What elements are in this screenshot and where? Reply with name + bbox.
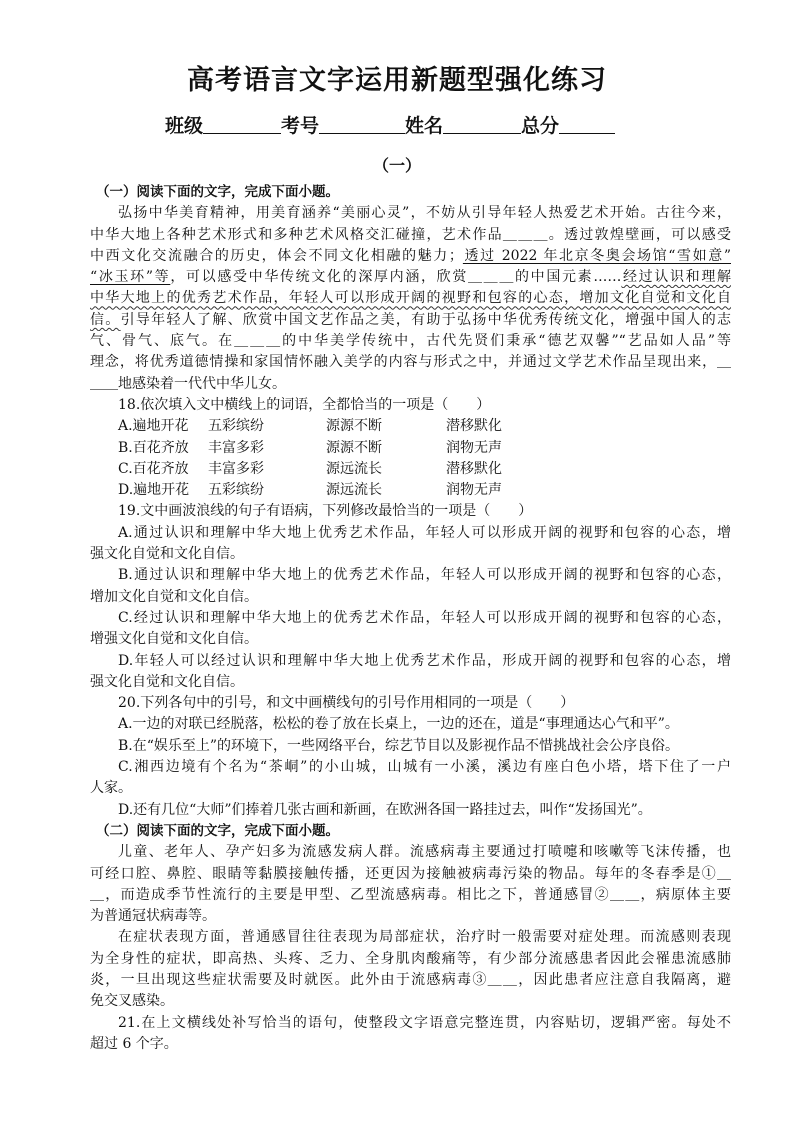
q19-option-b[interactable]: B.通过认识和理解中华大地上的优秀艺术作品，年轻人可以形成开阔的视野和包容的心态， [118, 567, 731, 584]
score-blank[interactable] [559, 115, 615, 134]
passage1-line: 弘扬中华美育精神，用美育涵养“美丽心灵”，不妨从引导年轻人热爱艺术开始。古往今来， [118, 205, 731, 222]
straight-underlined-text: 透过 2022 年北京冬奥会场馆“雪如意” [462, 247, 731, 264]
q19-option-d[interactable]: D.年轻人可以经过认识和理解中华大地上优秀艺术作品，形成开阔的视野和包容的心态，增 [118, 652, 731, 669]
class-blank[interactable] [203, 115, 281, 134]
passage2-line: 为普通冠状病毒等。 [90, 908, 216, 925]
passage2-line: ＿，而造成季节性流行的主要是甲型、乙型流感病毒。相比之下，普通感冒②＿＿，病原体主要 [90, 886, 731, 903]
q18-option-b[interactable]: B.百花齐放 丰富多彩 源源不断 润物无声 [118, 439, 502, 456]
q18-stem: 18.依次填入文中横线上的词语，全都恰当的一项是（ ） [118, 396, 491, 413]
exam-no-label: 考号 [281, 115, 320, 137]
passage1-line: 中西文化交流融合的历史，体会不同文化相融的魅力；透过 2022 年北京冬奥会场馆“雪如意” [90, 247, 731, 264]
score-label: 总分 [521, 115, 560, 137]
q19-option-a[interactable]: A.通过认识和理解中华大地上优秀艺术作品，年轻人可以形成开阔的视野和包容的心态，增 [118, 524, 731, 541]
page-title: 高考语言文字运用新题型强化练习 [187, 65, 607, 96]
content [90, 182, 731, 1055]
passage2-line: 可经口腔、鼻腔、眼睛等黏膜接触传播，还更因为接触被病毒污染的物品。每年的冬春季是①＿ [90, 865, 731, 882]
wavy-underlined-text: 经过认识和理解 [621, 269, 731, 286]
passage1-line: 信。引导年轻人了解、欣赏中国文艺作品之美，有助于弘扬中华优秀传统文化，增强中国人的志 [90, 311, 731, 328]
q19-option-c-cont[interactable]: 增强文化自觉和文化自信。 [90, 631, 258, 648]
q20-option-c-cont[interactable]: 人家。 [90, 780, 132, 797]
passage2-line: 儿童、老年人、孕产妇多为流感发病人群。流感病毒主要通过打喷嚏和咳嗽等飞沫传播，也 [118, 844, 731, 861]
q18-option-a[interactable]: A.遍地开花 五彩缤纷 源源不断 潜移默化 [118, 418, 502, 435]
passage1-line: 理念，将优秀道德情操和家国情怀融入美学的内容与形式之中，并通过文学艺术作品呈现出来，＿ [90, 354, 731, 371]
wavy-underlined-text: 信。 [90, 311, 121, 328]
q18-option-d[interactable]: D.遍地开花 五彩缤纷 源远流长 润物无声 [118, 482, 502, 499]
passage1-line [90, 288, 731, 309]
passage1-line: ＿＿地感染着一代代中华儿女。 [90, 375, 286, 392]
q20-option-a[interactable]: A.一边的对联已经脱落，松松的卷了放在长桌上，一边的还在，道是“事理通达心气和平”。 [118, 716, 679, 733]
q19-option-a-cont[interactable]: 强文化自觉和文化自信。 [90, 546, 244, 563]
wavy-underlined-text: 中华大地上的优秀艺术作品，年轻人可以形成开阔的视野和包容的心态，增加文化自觉和文化自 [90, 290, 731, 307]
passage1-line: 中华大地上各种艺术形式和多种艺术风格交汇碰撞，艺术作品＿＿＿。透过敦煌壁画，可以感受 [90, 226, 731, 243]
exam-no-blank[interactable] [319, 115, 405, 134]
q18-option-c[interactable]: C.百花齐放 丰富多彩 源远流长 潜移默化 [118, 460, 502, 477]
q19-stem: 19.文中画波浪线的句子有语病，下列修改最恰当的一项是（ ） [118, 503, 533, 520]
q19-option-b-cont[interactable]: 增加文化自觉和文化自信。 [90, 588, 258, 605]
passage2-line: 免交叉感染。 [90, 993, 174, 1010]
section1-heading: （一）阅读下面的文字，完成下面小题。 [96, 184, 339, 200]
q21-stem-cont: 超过 6 个字。 [90, 1035, 178, 1052]
name-blank[interactable] [443, 115, 521, 134]
section2-heading: （二）阅读下面的文字，完成下面小题。 [96, 822, 339, 839]
straight-underlined-text: “冰玉环”等 [90, 269, 171, 286]
q20-stem: 20.下列各句中的引号，和文中画横线句的引号作用相同的一项是（ ） [118, 695, 575, 712]
passage2-line: 在症状表现方面，普通感冒往往表现为局部症状，治疗时一般需要对症处理。而流感则表现 [118, 929, 731, 946]
class-label: 班级 [165, 115, 204, 137]
part-label: （一） [372, 156, 421, 175]
passage2-line: 为全身性的症状，即高热、头疼、乏力、全身肌肉酸痛等，有少部分流感患者因此会罹患流感肺 [90, 950, 731, 967]
q19-option-d-cont[interactable]: 强文化自觉和文化自信。 [90, 673, 244, 690]
q20-option-c[interactable]: C.湘西边境有个名为“茶峒”的小山城，山城有一小溪，溪边有座白色小塔，塔下住了一户 [118, 759, 731, 776]
passage2-line: 炎，一旦出现这些症状需要及时就医。此外由于流感病毒③＿＿，因此患者应注意自我隔离，避 [90, 971, 731, 988]
student-info-line [165, 111, 665, 138]
q21-stem: 21.在上文横线处补写恰当的语句，使整段文字语意完整连贯，内容贴切，逻辑严密。每处不 [118, 1014, 731, 1031]
q20-option-b[interactable]: B.在“娱乐至上”的环境下，一些网络平台，综艺节目以及影视作品不惜挑战社会公序良俗。 [118, 737, 680, 754]
passage1-line: “冰玉环”等，可以感受中华传统文化的深厚内涵，欣赏＿＿＿的中国元素……经过认识和理解 [90, 269, 731, 286]
q19-option-c[interactable]: C.经过认识和理解中华大地上的优秀艺术作品，年轻人可以形成开阔的视野和包容的心态， [118, 609, 731, 626]
passage1-line: 气、骨气、底气。在＿＿＿的中华美学传统中，古代先贤们秉承“德艺双馨”“艺品如人品”等 [90, 333, 731, 350]
q20-option-d[interactable]: D.还有几位“大师”们捧着几张古画和新画，在欧洲各国一路挂过去，叫作“发扬国光”。 [118, 801, 652, 818]
name-label: 姓名 [405, 115, 444, 137]
